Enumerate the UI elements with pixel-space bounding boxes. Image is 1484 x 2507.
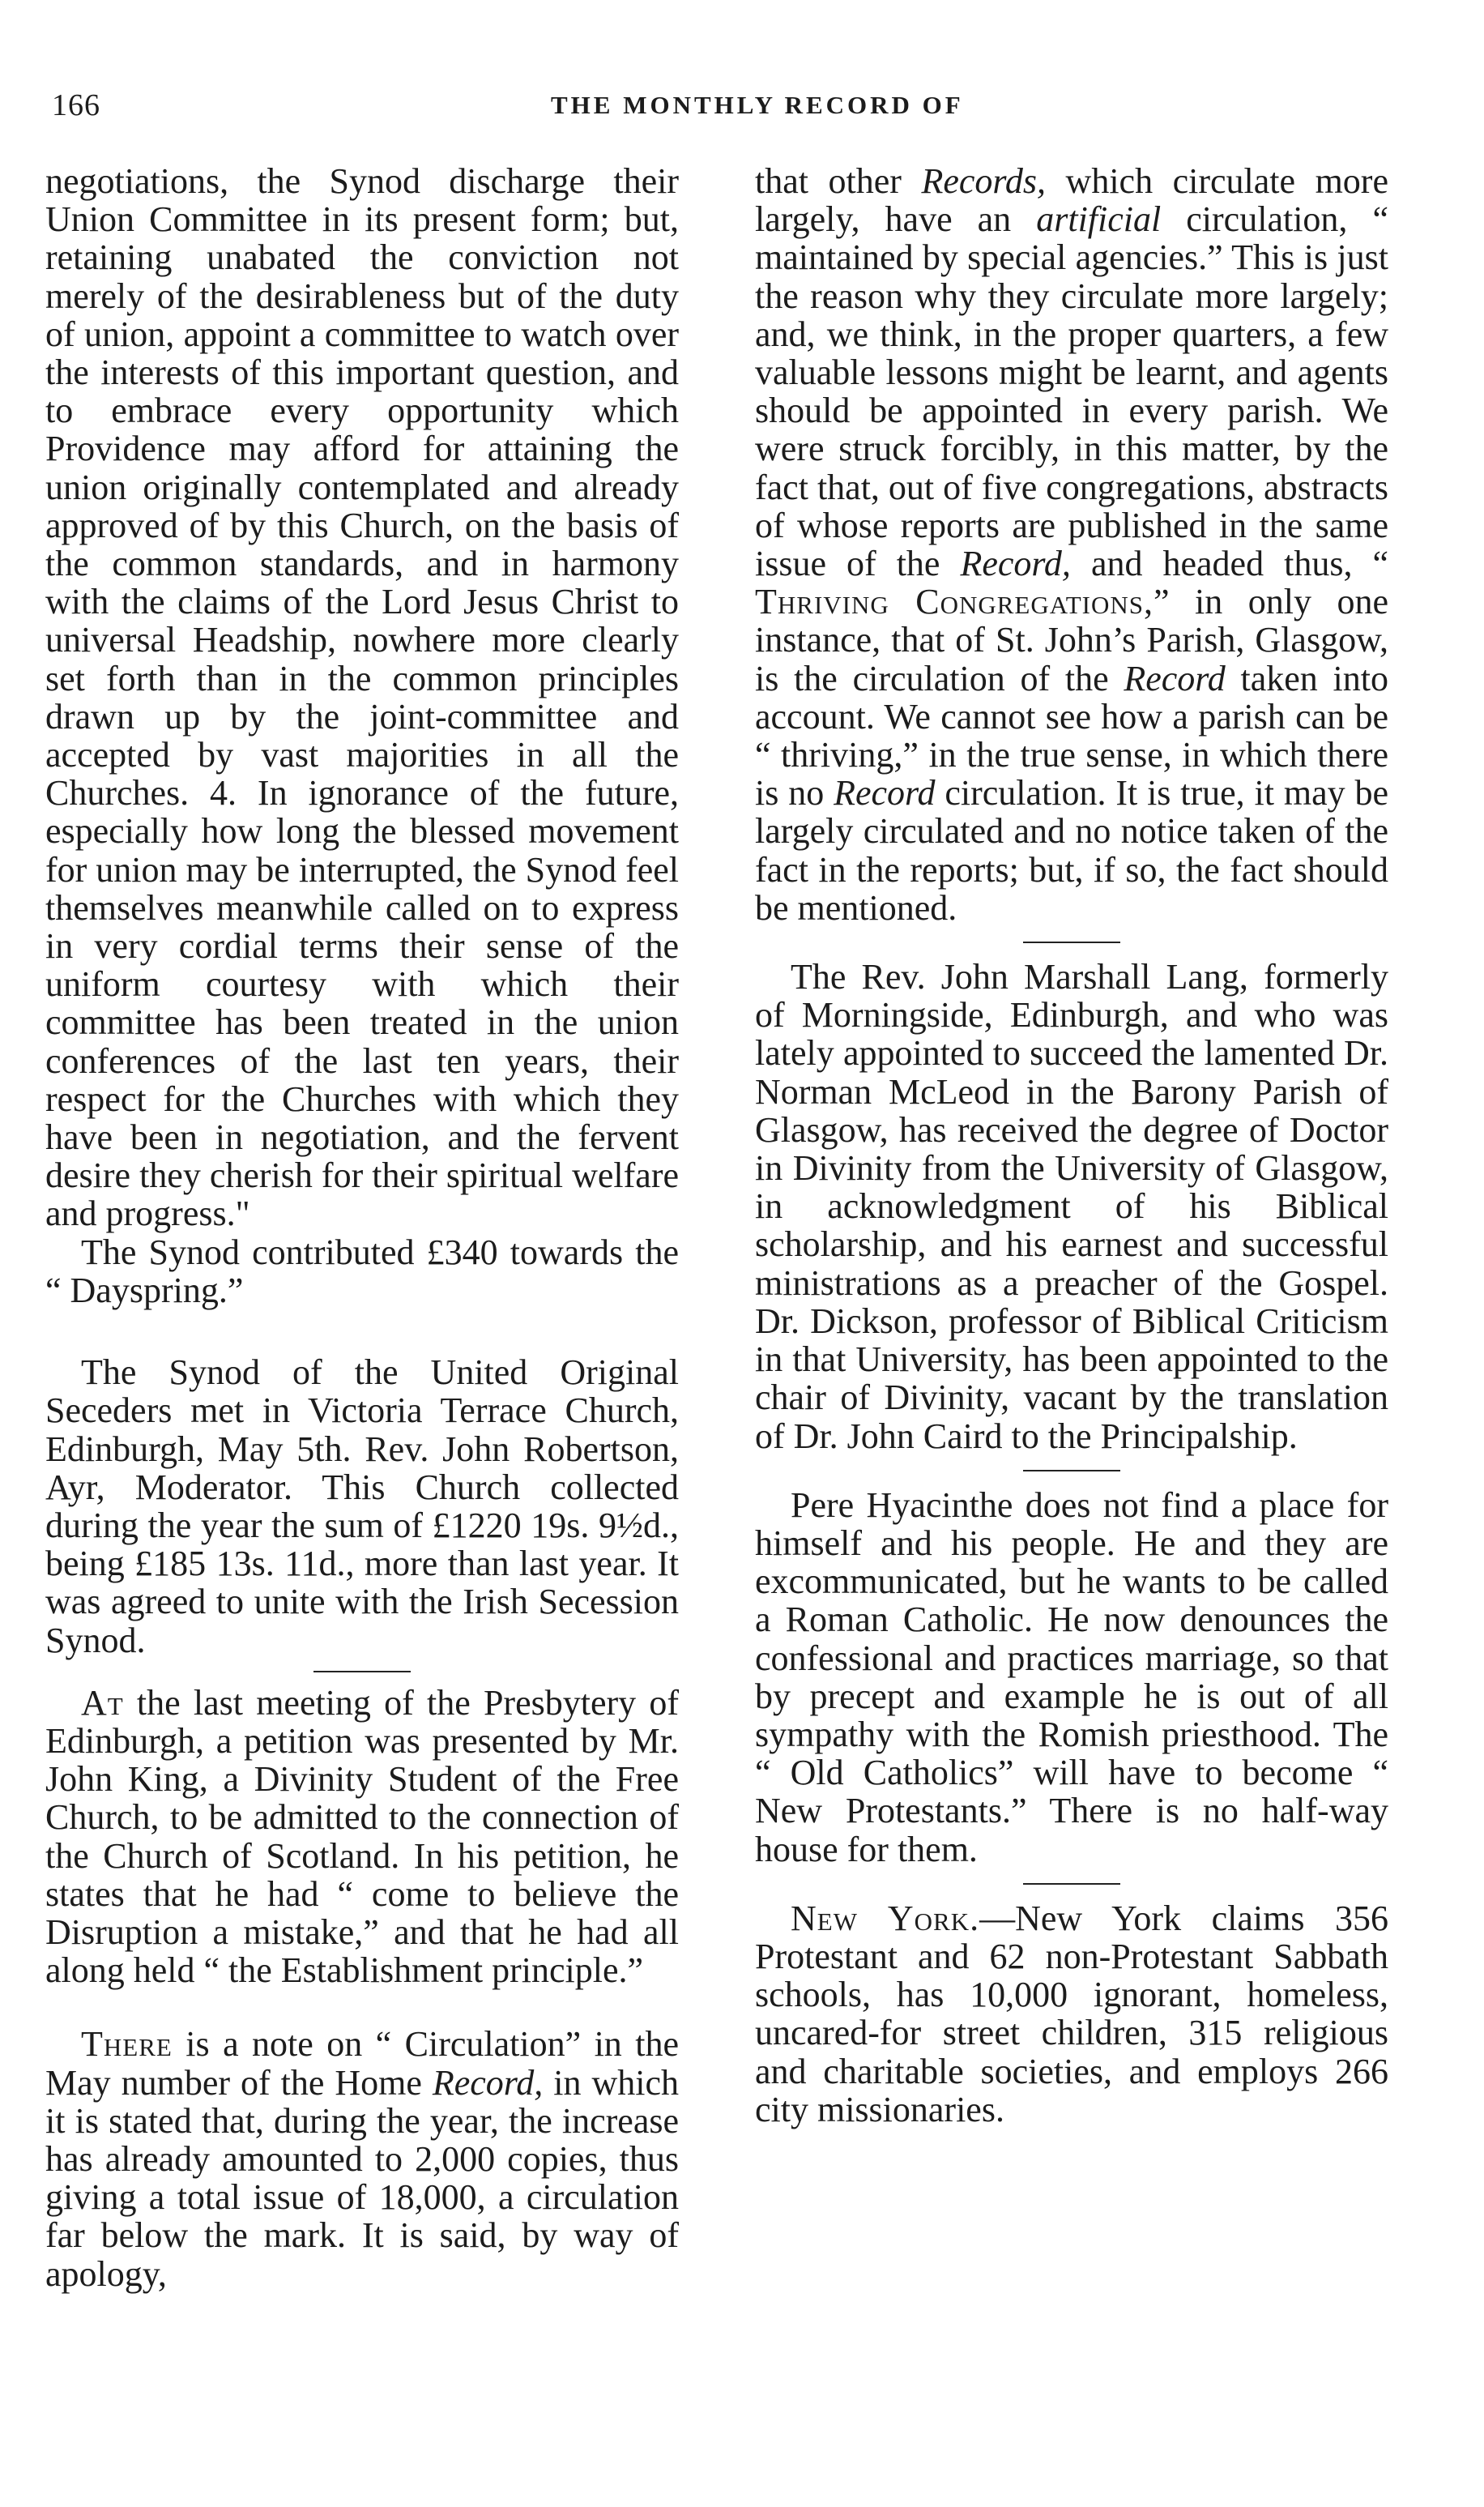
new-york-paragraph: New York.—New York claims 356 Protestant and 62 non-Protestant Sabbath schools, has 10,000 ignorant, homeless, uncared-for street children, 315 religious and charitable societies, and employs 266 city missionaries. [755, 1898, 1388, 2129]
section-divider [45, 1659, 679, 1684]
pere-hyacinthe-paragraph: Pere Hyacinthe does not find a place for himself and his people. He and they are excommunicated, but he wants to be called a Roman Catholic. He now denounces the confessional and practices marriage, so that by precept and example he is out of all sympathy with the Romish priesthood. The “ Old Catholics” will have to become “ New Protestants.” There is no half-way house for them. [755, 1484, 1388, 1869]
section-divider [755, 1455, 1388, 1486]
section-divider [755, 1869, 1388, 1899]
dayspring-paragraph: The Synod contributed £340 towards the “ Dayspring.” [45, 1232, 679, 1310]
page-number: 166 [52, 88, 100, 122]
lead-word: At [81, 1682, 124, 1723]
lang-degree-paragraph: The Rev. John Marshall Lang, formerly of Morningside, Edinburgh, and who was lately appointed to succeed the lamented Dr. Norman McLeod in the Barony Parish of Glasgow, has received the degree of Doctor in Divinity from the University of Glasgow, in acknowledgment of his Biblical scholarship, and his earnest and successful ministrations as a preacher of the Gospel. Dr. Dickson, professor of Biblical Criticism in that University, has been appointed to the chair of Divinity, vacant by the translation of Dr. John Caird to the Principalship. [755, 957, 1388, 1456]
presbytery-paragraph: At the last meeting of the Presbytery of Edinburgh, a petition was presented by Mr. John King, a Divinity Student of the Free Church, to be admitted to the connection of the Church of Scotland. In his petition, he states that he had “ come to believe the Disruption a mistake,” and that he had all along held “ the Establishment principle.” [45, 1682, 679, 1991]
right-column [755, 162, 1388, 2129]
synod-resolution-paragraph: negotiations, the Synod discharge their Union Committee in its present form; but, retaining unabated the conviction not merely of the desirableness but of the duty of union, appoint a committee to watch over the interests of this important question, and to embrace every opportunity which Providence may afford for attaining the union originally contemplated and already approved of by this Church, on the basis of the common standards, and in harmony with the claims of the Lord Jesus Christ to universal Headship, nowhere more clearly set forth than in the common principles drawn up by the joint-committee and accepted by vast majorities in all the Churches. 4. In ignorance of the future, especially how long the blessed movement for union may be interrupted, the Synod feel themselves meanwhile called on to express in very cordial terms their sense of the uniform courtesy with which their committee has been treated in the union conferences of the last ten years, their respect for the Churches with which they have been in negotiation, and the fervent desire they cherish for their spiritual welfare and progress." [45, 161, 680, 1234]
running-head: THE MONTHLY RECORD OF [551, 91, 964, 119]
lead-word: New York. [791, 1898, 980, 1938]
circulation-paragraph: There is a note on “ Circulation” in the May number of the Home Record, in which it is stated that, during the year, the increase has already amounted to 2,000 copies, thus giving a total issue of 18,000, a circulation far below the mark. It is said, by way of apology, [45, 2024, 679, 2294]
section-divider [755, 927, 1388, 958]
lead-word: There [81, 2024, 173, 2065]
left-column [45, 162, 679, 2293]
circulation-continued-paragraph: that other Records, which circulate more largely, have an artificial circulation, “ maintained by special agencies.” This is just the reason why they circulate more largely; and, we think, in the proper quarters, a few valuable lessons might be learnt, and agents should be appointed in every parish. We were struck forcibly, in this matter, by the fact that, out of five congregations, abstracts of whose reports are published in the same issue of the Record, and headed thus, “ Thriving Congregations,” in only one instance, that of St. John’s Parish, Glasgow, is the circulation of the Record taken into account. We cannot see how a parish can be “ thriving,” in the true sense, in which there is no Record circulation. It is true, it may be largely circulated and no notice taken of the fact in the reports; but, if so, the fact should be mentioned. [755, 161, 1389, 928]
page-header [49, 88, 1442, 136]
original-seceders-paragraph: The Synod of the United Original Seceders met in Victoria Terrace Church, Edinburgh, May 5th. Rev. John Robertson, Ayr, Moderator. This Church collected during the year the sum of £1220 19s. 9½d., being £185 13s. 11d., more than last year. It was agreed to unite with the Irish Secession Synod. [45, 1352, 679, 1660]
